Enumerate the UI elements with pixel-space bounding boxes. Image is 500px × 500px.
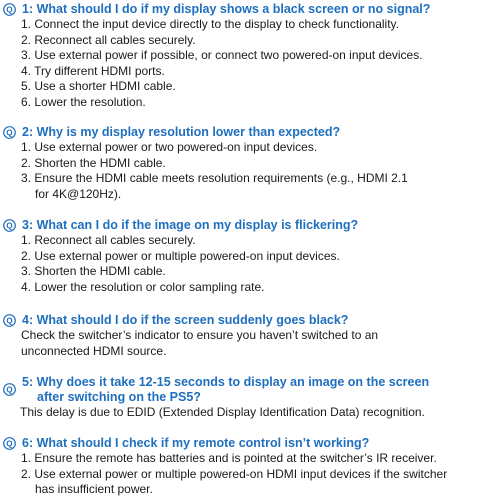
- faq-answer-line: 6. Lower the resolution.: [21, 94, 146, 109]
- faq-answer-list-1: [0, 17, 500, 111]
- faq-answer-line: 1. Use external power or two powered-on input devices.: [21, 140, 318, 154]
- faq-question-6: [0, 436, 500, 451]
- faq-answer-line: 3. Ensure the HDMI cable meets resolution requirements (e.g., HDMI 2.1: [21, 171, 408, 186]
- faq-item-3: [0, 218, 500, 295]
- faq-answer-line: 2. Use external power or multiple powered-on input devices.: [21, 248, 340, 263]
- faq-answer-list-6: [0, 451, 500, 498]
- faq-answer-list-2: [0, 140, 500, 202]
- faq-answer-text-4: [0, 328, 500, 359]
- question-badge-icon: [3, 383, 16, 396]
- svg-text:Q: Q: [6, 5, 13, 15]
- faq-answer-list-3: [0, 233, 500, 295]
- question-badge-icon: [3, 437, 16, 450]
- faq-answer-line: 5. Use a shorter HDMI cable.: [21, 79, 176, 94]
- svg-text:Q: Q: [6, 439, 13, 449]
- faq-item-5: [0, 375, 500, 421]
- faq-question-1: [0, 2, 500, 17]
- faq-answer-line: unconnected HDMI source.: [21, 343, 167, 358]
- faq-answer-line: 1. Ensure the remote has batteries and is pointed at the switcher’s IR receiver.: [21, 451, 437, 465]
- faq-item-2: [0, 125, 500, 202]
- faq-answer-line: 2. Use external power or multiple powered-on HDMI input devices if the switcher: [21, 466, 448, 481]
- svg-text:Q: Q: [6, 385, 13, 395]
- faq-answer-text-5: [0, 405, 500, 421]
- faq-question-text: 4: What should I do if the screen suddenly goes black?: [22, 313, 349, 327]
- svg-text:Q: Q: [6, 221, 13, 231]
- question-badge-icon: [3, 3, 16, 16]
- faq-answer-line: for 4K@120Hz).: [35, 186, 122, 201]
- faq-question-text: 5: Why does it take 12-15 seconds to display an image on the screen: [22, 375, 430, 389]
- question-badge-icon: [3, 219, 16, 232]
- faq-question-text: 3: What can I do if the image on my display is flickering?: [22, 218, 359, 232]
- faq-question-4: [0, 313, 500, 328]
- faq-answer-line: 3. Shorten the HDMI cable.: [21, 264, 166, 279]
- faq-item-6: [0, 436, 500, 498]
- faq-item-4: [0, 313, 500, 359]
- faq-question-3: [0, 218, 500, 233]
- faq-question-text: 6: What should I check if my remote control isn’t working?: [22, 436, 370, 450]
- svg-text:Q: Q: [6, 316, 13, 326]
- faq-answer-line: 2. Shorten the HDMI cable.: [21, 155, 166, 170]
- faq-answer-line: 1. Connect the input device directly to the display to check functionality.: [21, 17, 399, 31]
- question-badge-icon: [3, 126, 16, 139]
- svg-text:Q: Q: [6, 128, 13, 138]
- faq-answer-line: Check the switcher’s indicator to ensure you haven’t switched to an: [21, 328, 379, 342]
- faq-answer-line: has insufficient power.: [35, 482, 153, 497]
- faq-answer-line: 2. Reconnect all cables securely.: [21, 32, 196, 47]
- faq-answer-line: 1. Reconnect all cables securely.: [21, 233, 196, 247]
- question-badge-icon: [3, 314, 16, 327]
- faq-answer-line: This delay is due to EDID (Extended Display Identification Data) recognition.: [20, 405, 425, 419]
- faq-answer-line: 3. Use external power if possible, or connect two powered-on input devices.: [21, 48, 423, 63]
- faq-question-text: 1: What should I do if my display shows a black screen or no signal?: [22, 2, 431, 16]
- faq-answer-line: 4. Try different HDMI ports.: [21, 63, 165, 78]
- faq-question-2: [0, 125, 500, 140]
- faq-question-text: 2: Why is my display resolution lower than expected?: [22, 125, 341, 139]
- faq-answer-line: 4. Lower the resolution or color sampling rate.: [21, 279, 265, 294]
- faq-question-5: [0, 375, 500, 405]
- faq-question-text: after switching on the PS5?: [37, 390, 201, 404]
- faq-item-1: [0, 2, 500, 111]
